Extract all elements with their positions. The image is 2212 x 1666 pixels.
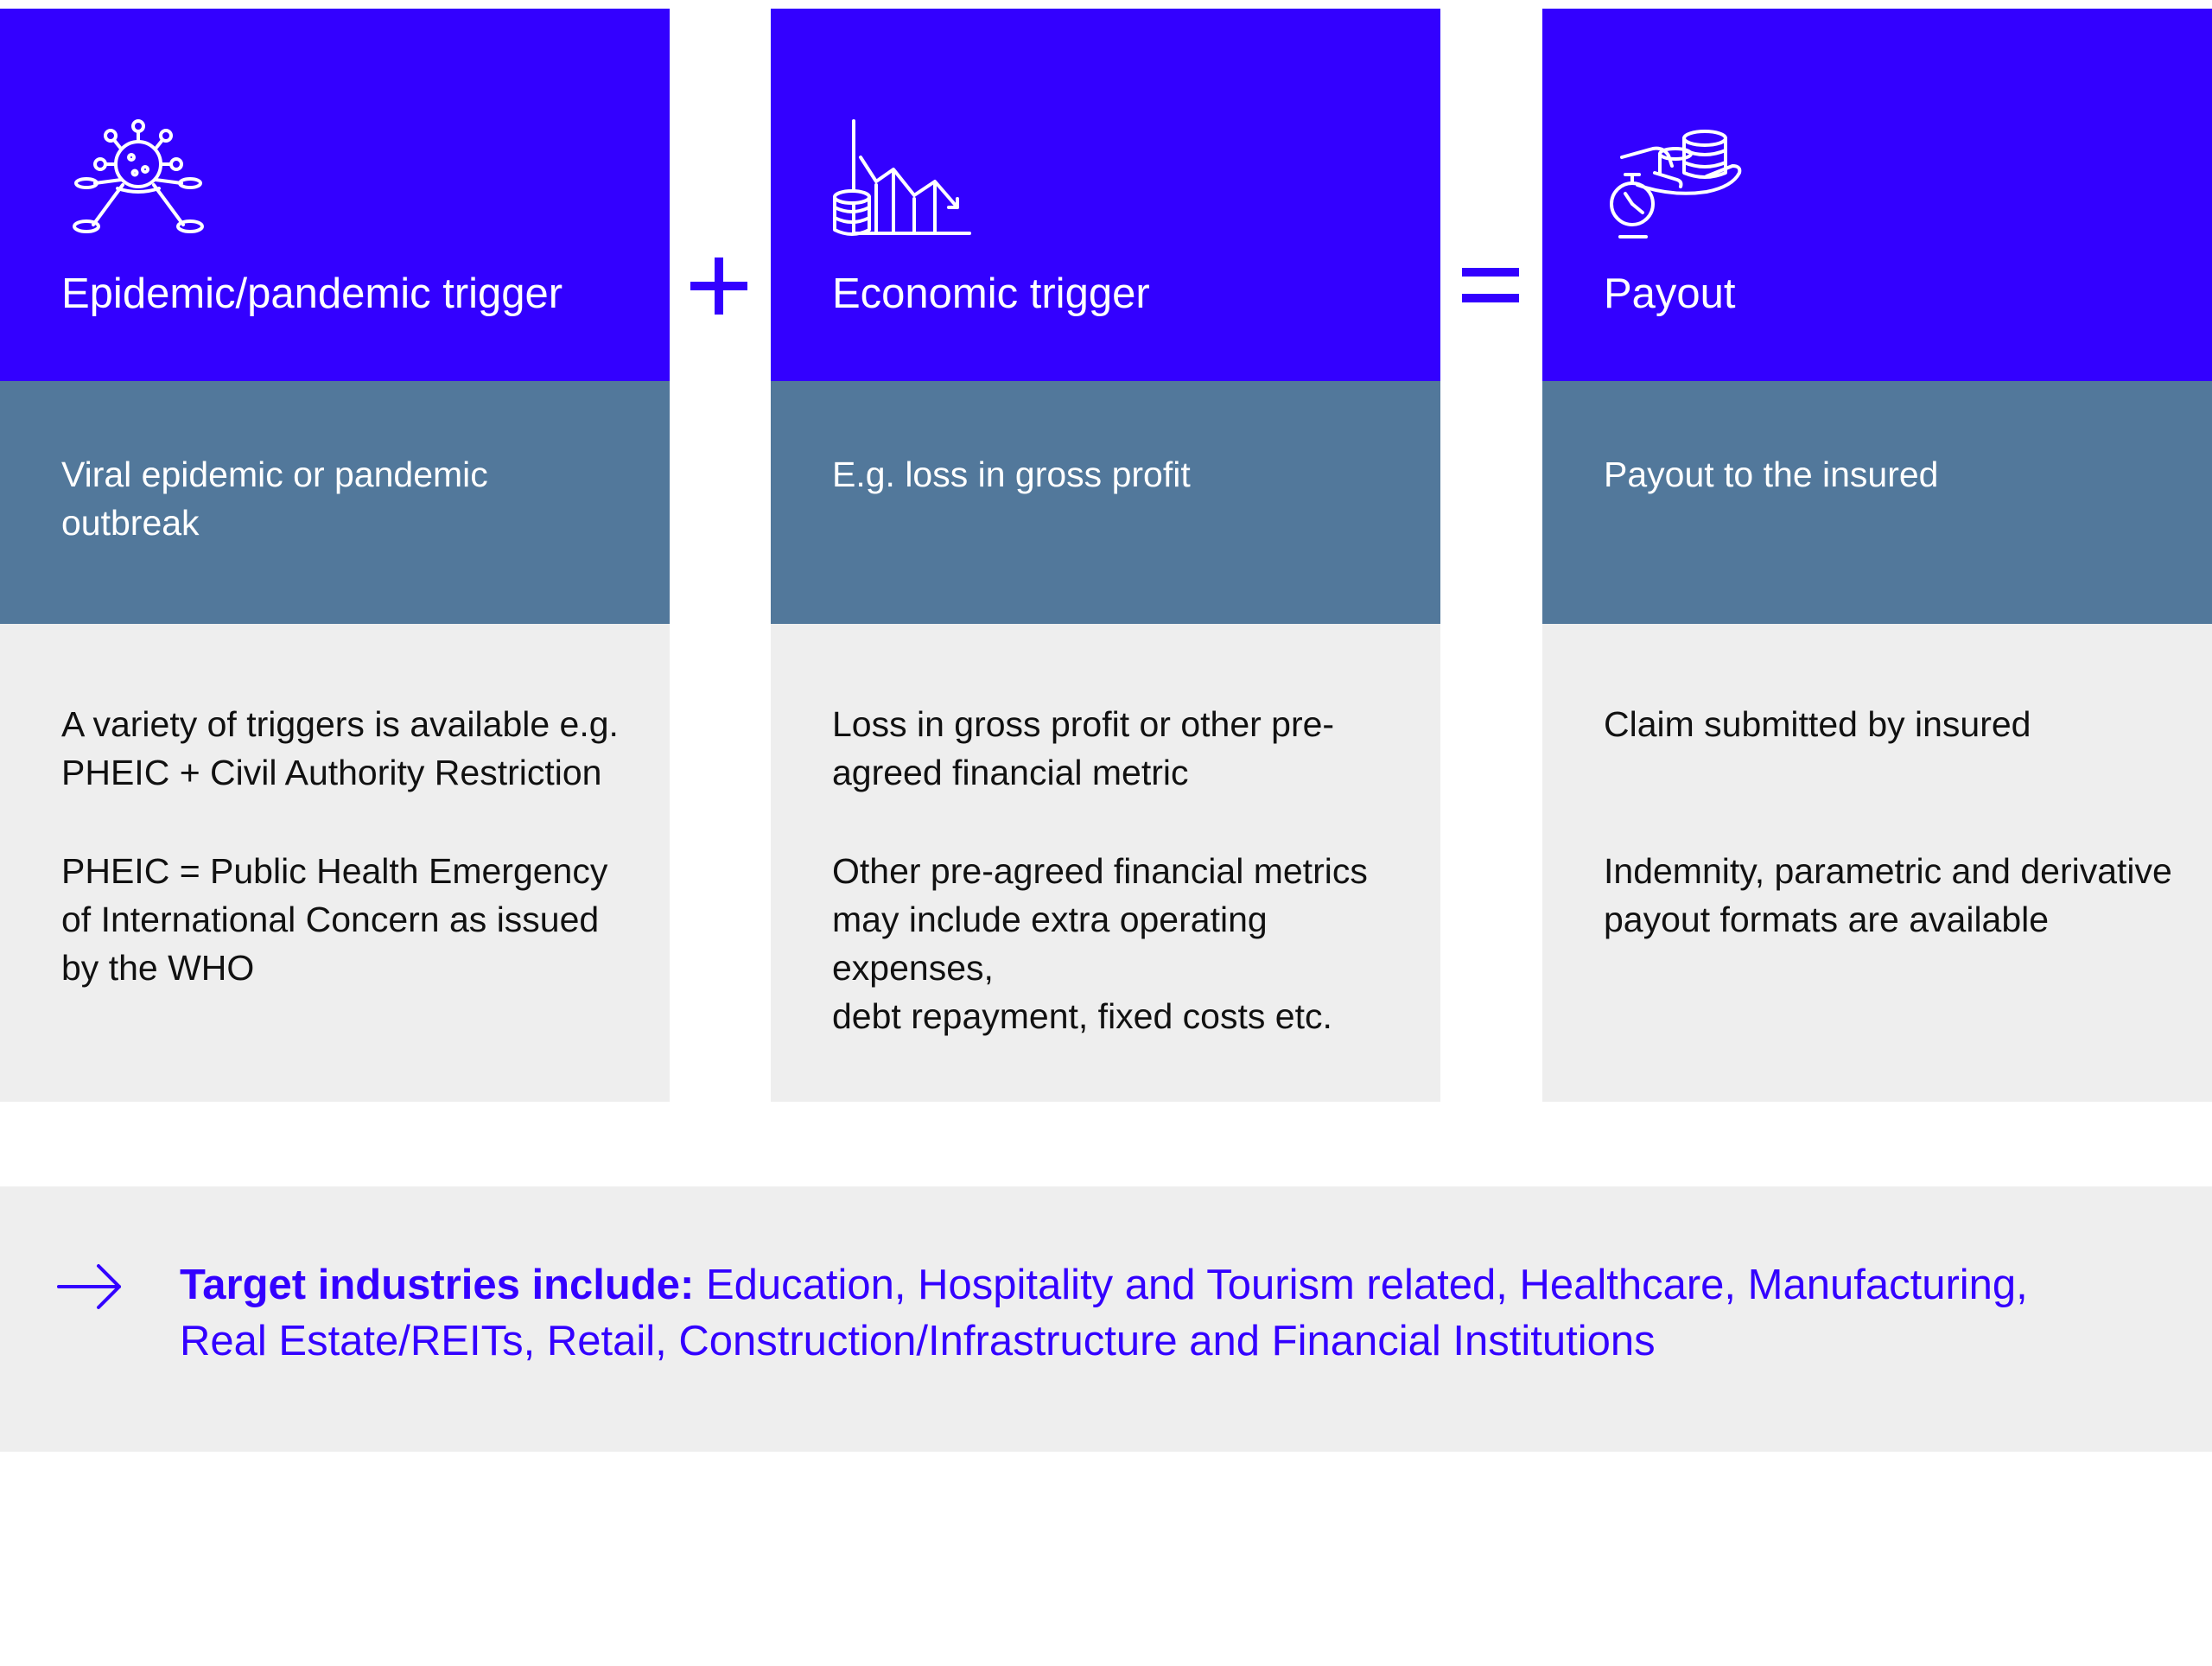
body-paragraph bbox=[1604, 847, 2200, 944]
column-title: Epidemic/pandemic trigger bbox=[61, 270, 563, 317]
column-body bbox=[0, 624, 670, 1102]
body-line: by the WHO bbox=[61, 948, 255, 988]
column-payout bbox=[1542, 9, 2212, 1102]
column-subtitle bbox=[61, 450, 614, 547]
column-subtitle bbox=[1604, 450, 2157, 499]
body-line: Indemnity, parametric and derivative bbox=[1604, 851, 2172, 891]
target-industries-banner bbox=[0, 1186, 2212, 1452]
column-header bbox=[771, 9, 1440, 381]
subtitle-line: E.g. loss in gross profit bbox=[832, 455, 1191, 494]
banner-line-1 bbox=[180, 1257, 2150, 1313]
equals-icon bbox=[1460, 256, 1521, 316]
body-line: Claim submitted by insured bbox=[1604, 704, 2031, 744]
body-line: of International Concern as issued bbox=[61, 900, 600, 939]
column-header bbox=[0, 9, 670, 381]
column-epidemic-trigger bbox=[0, 9, 670, 1102]
column-subtitle bbox=[832, 450, 1385, 499]
body-line: PHEIC + Civil Authority Restriction bbox=[61, 753, 602, 792]
column-economic-trigger bbox=[771, 9, 1440, 1102]
column-title: Payout bbox=[1604, 270, 1736, 317]
column-subtitle-panel bbox=[0, 381, 670, 624]
column-body bbox=[771, 624, 1440, 1102]
column-title: Economic trigger bbox=[832, 270, 1150, 317]
banner-line1-text: Education, Hospitality and Tourism related, Healthcare, Manufacturing, bbox=[705, 1262, 2028, 1308]
body-paragraph bbox=[61, 847, 658, 992]
virus-icon bbox=[60, 112, 216, 251]
subtitle-line: outbreak bbox=[61, 503, 200, 543]
column-header bbox=[1542, 9, 2212, 381]
subtitle-line: Payout to the insured bbox=[1604, 455, 1939, 494]
body-paragraph bbox=[61, 700, 658, 797]
body-line: PHEIC = Public Health Emergency bbox=[61, 851, 608, 891]
banner-label: Target industries include: bbox=[180, 1262, 695, 1308]
body-line: payout formats are available bbox=[1604, 900, 2050, 939]
subtitle-line: Viral epidemic or pandemic bbox=[61, 455, 488, 494]
body-paragraph bbox=[832, 847, 1428, 1040]
column-subtitle-panel bbox=[1542, 381, 2212, 624]
body-line: A variety of triggers is available e.g. bbox=[61, 704, 619, 744]
target-industries-text bbox=[180, 1257, 2150, 1370]
body-line: Other pre-agreed financial metrics bbox=[832, 851, 1368, 891]
declining-chart-coins-icon bbox=[831, 112, 987, 251]
plus-icon bbox=[689, 256, 749, 316]
body-line: Loss in gross profit or other pre- bbox=[832, 704, 1335, 744]
column-body bbox=[1542, 624, 2212, 1102]
column-subtitle-panel bbox=[771, 381, 1440, 624]
banner-line-2: Real Estate/REITs, Retail, Construction/Infrastructure and Financial Institutions bbox=[180, 1318, 1656, 1364]
body-paragraph bbox=[1604, 700, 2200, 748]
body-line: agreed financial metric bbox=[832, 753, 1189, 792]
body-line: may include extra operating expenses, bbox=[832, 900, 1268, 988]
body-line: debt repayment, fixed costs etc. bbox=[832, 996, 1332, 1036]
body-paragraph bbox=[832, 700, 1428, 797]
hand-coins-clock-icon bbox=[1603, 112, 1758, 251]
arrow-right-icon bbox=[57, 1262, 123, 1311]
